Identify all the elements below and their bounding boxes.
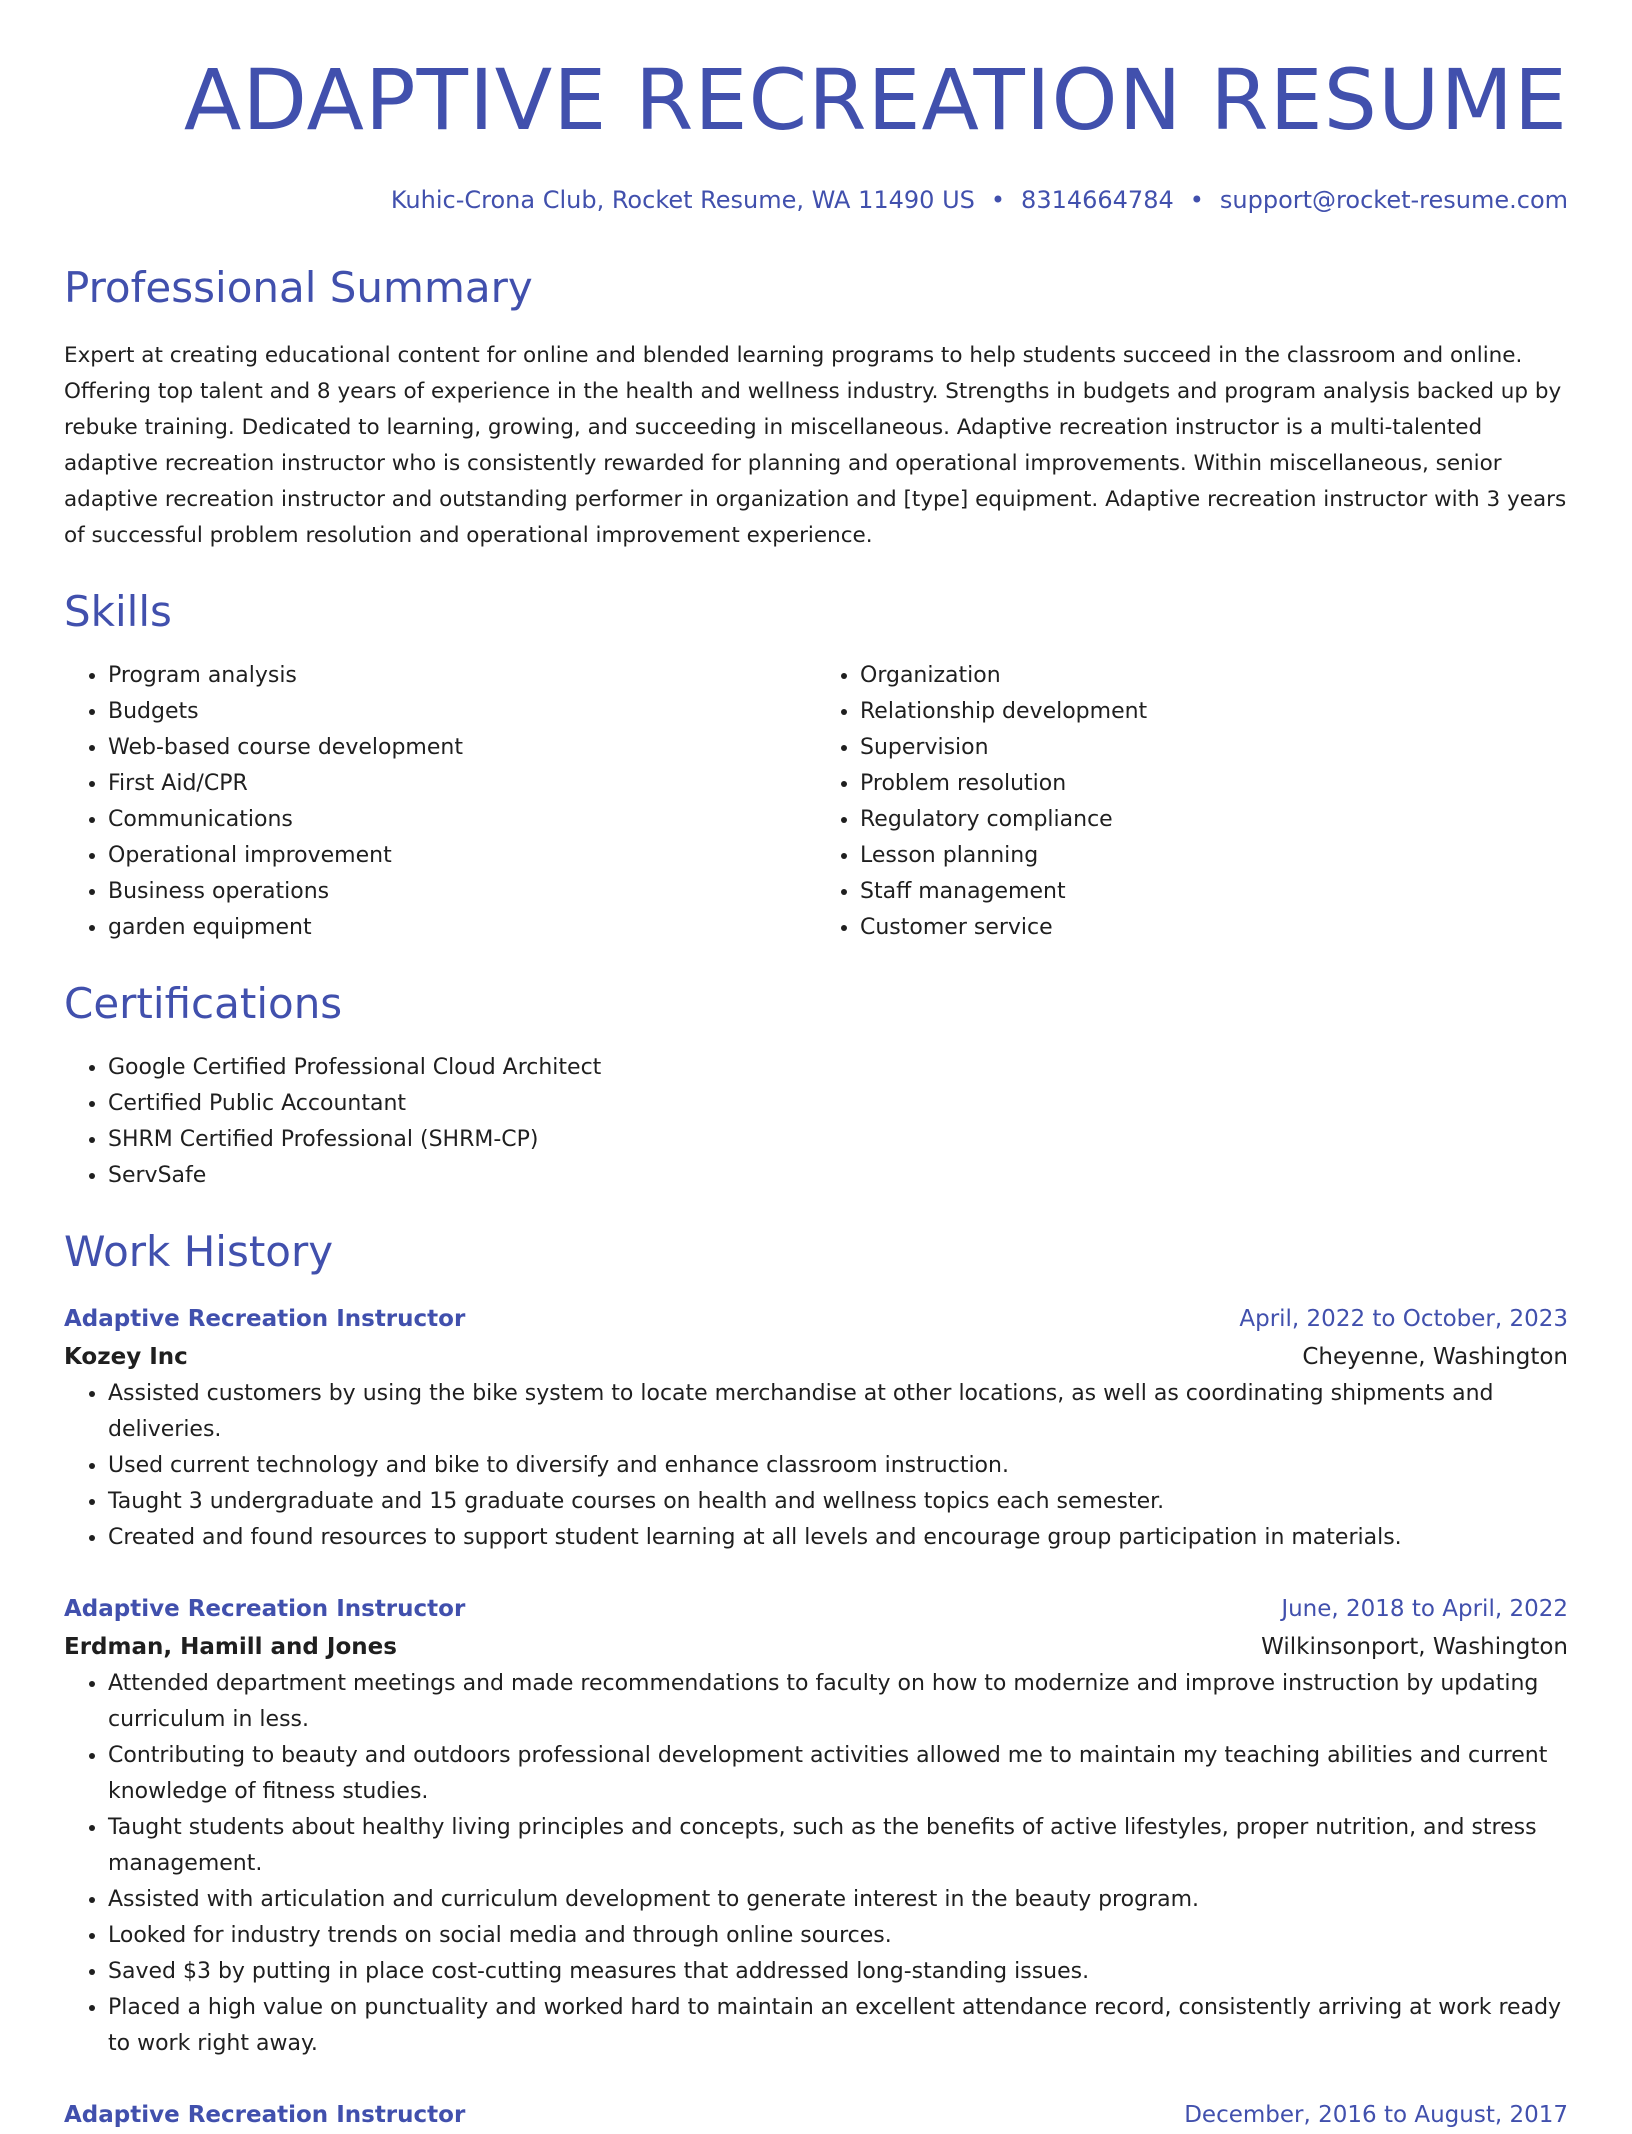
job-title: Adaptive Recreation Instructor	[64, 1596, 466, 1622]
skills-section	[64, 584, 1568, 946]
skill-item: • Staff management	[860, 874, 1568, 910]
skill-item: • Organization	[860, 658, 1568, 694]
job-dates: December, 2016 to August, 2017	[1184, 2102, 1568, 2128]
certification-item: • Certified Public Accountant	[108, 1086, 1568, 1122]
summary-text: Expert at creating educational content for online and blended learning programs to help students succeed in the classroom and online. Offering top talent and 8 years of experience in the health and wellness industry. Strengths in budgets and program analysis backed up by rebuke training. Dedicated to learning, growing, and succeeding in miscellaneous. Adaptive recreation instructor is a multi-talented adaptive recreation instructor who is consistently rewarded for planning and operational improvements. Within miscellaneous, senior adaptive recreation instructor and outstanding performer in organization and [type] equipment. Adaptive recreation instructor with 3 years of successful problem resolution and operational improvement experience.	[64, 343, 1567, 548]
resume-name: ADAPTIVE RECREATION RESUME	[183, 51, 1568, 149]
skill-item: • Problem resolution	[860, 766, 1568, 802]
job-bullet: • Assisted customers by using the bike system to locate merchandise at other locations, as well as coordinating shipments and deliveries.	[108, 1376, 1568, 1448]
skills-columns	[64, 658, 1568, 946]
work-section	[64, 1224, 1568, 2134]
skill-item: • garden equipment	[108, 910, 816, 946]
job-bullet: • Saved $3 by putting in place cost-cutting measures that addressed long-standing issues.	[108, 1954, 1568, 1990]
contact-address: Kuhic-Crona Club, Rocket Resume, WA 11490 US	[390, 186, 975, 214]
job-company: Erdman, Hamill and Jones	[64, 1634, 397, 1660]
job-location: Wilkinsonport, Washington	[1261, 1634, 1568, 1660]
job-bullets	[64, 1376, 1568, 1556]
job-bullet: • Attended department meetings and made recommendations to faculty on how to modernize and improve instruction by updating curriculum in less.	[108, 1666, 1568, 1738]
skill-item: • Budgets	[108, 694, 816, 730]
job-bullet: • Taught students about healthy living principles and concepts, such as the benefits of active lifestyles, proper nutrition, and stress management.	[108, 1810, 1568, 1882]
skill-item: • Customer service	[860, 910, 1568, 946]
job-bullets	[64, 1666, 1568, 2062]
summary-title: Professional Summary	[64, 263, 533, 312]
job-bullet: • Taught 3 undergraduate and 15 graduate courses on health and wellness topics each semester.	[108, 1484, 1568, 1520]
job-title-row	[64, 1590, 1568, 1628]
work-title: Work History	[64, 1227, 334, 1276]
skill-item: • Regulatory compliance	[860, 802, 1568, 838]
summary-section	[64, 260, 1568, 554]
contact-line	[64, 182, 1568, 218]
certifications-section	[64, 976, 1568, 1194]
job-dates: June, 2018 to April, 2022	[1281, 1596, 1568, 1622]
job-title-row	[64, 2096, 1568, 2134]
job-bullet: • Created and found resources to support student learning at all levels and encourage group participation in materials.	[108, 1520, 1568, 1556]
job-bullet: • Assisted with articulation and curriculum development to generate interest in the beauty program.	[108, 1882, 1568, 1918]
certifications-list	[64, 1050, 1568, 1194]
skill-item: • Relationship development	[860, 694, 1568, 730]
job-location: Cheyenne, Washington	[1302, 1344, 1568, 1370]
skill-item: • Lesson planning	[860, 838, 1568, 874]
job-company-row	[64, 1628, 1568, 1666]
job-bullet: • Placed a high value on punctuality and worked hard to maintain an excellent attendance record, consistently arriving at work ready to work right away.	[108, 1990, 1568, 2062]
contact-separator: •	[1189, 186, 1204, 214]
contact-email: support@rocket-resume.com	[1219, 186, 1568, 214]
job-company-row	[64, 1338, 1568, 1376]
job-title-row	[64, 1300, 1568, 1338]
skill-item: • Business operations	[108, 874, 816, 910]
skills-list-left	[64, 658, 816, 946]
job-dates: April, 2022 to October, 2023	[1239, 1306, 1568, 1332]
skills-title: Skills	[64, 587, 172, 636]
certification-item: • Google Certified Professional Cloud Architect	[108, 1050, 1568, 1086]
certification-item: • SHRM Certified Professional (SHRM-CP)	[108, 1122, 1568, 1158]
contact-separator: •	[990, 186, 1006, 214]
job-bullet: • Looked for industry trends on social media and through online sources.	[108, 1918, 1568, 1954]
resume-header	[64, 0, 1568, 218]
skill-item: • Web-based course development	[108, 730, 816, 766]
job-bullet: • Contributing to beauty and outdoors professional development activities allowed me to maintain my teaching abilities and current knowledge of fitness studies.	[108, 1738, 1568, 1810]
job-title: Adaptive Recreation Instructor	[64, 1306, 466, 1332]
job-entry	[64, 1590, 1568, 2062]
skill-item: • Communications	[108, 802, 816, 838]
job-entry	[64, 1300, 1568, 1556]
certification-item: • ServSafe	[108, 1158, 1568, 1194]
certifications-title: Certifications	[64, 979, 343, 1028]
job-entry	[64, 2096, 1568, 2134]
contact-phone: 8314664784	[1021, 186, 1174, 214]
skill-item: • Supervision	[860, 730, 1568, 766]
job-bullet: • Used current technology and bike to diversify and enhance classroom instruction.	[108, 1448, 1568, 1484]
skills-list-right	[816, 658, 1568, 946]
job-company: Kozey Inc	[64, 1344, 188, 1370]
skill-item: • Operational improvement	[108, 838, 816, 874]
skill-item: • Program analysis	[108, 658, 816, 694]
skill-item: • First Aid/CPR	[108, 766, 816, 802]
job-title: Adaptive Recreation Instructor	[64, 2102, 466, 2128]
